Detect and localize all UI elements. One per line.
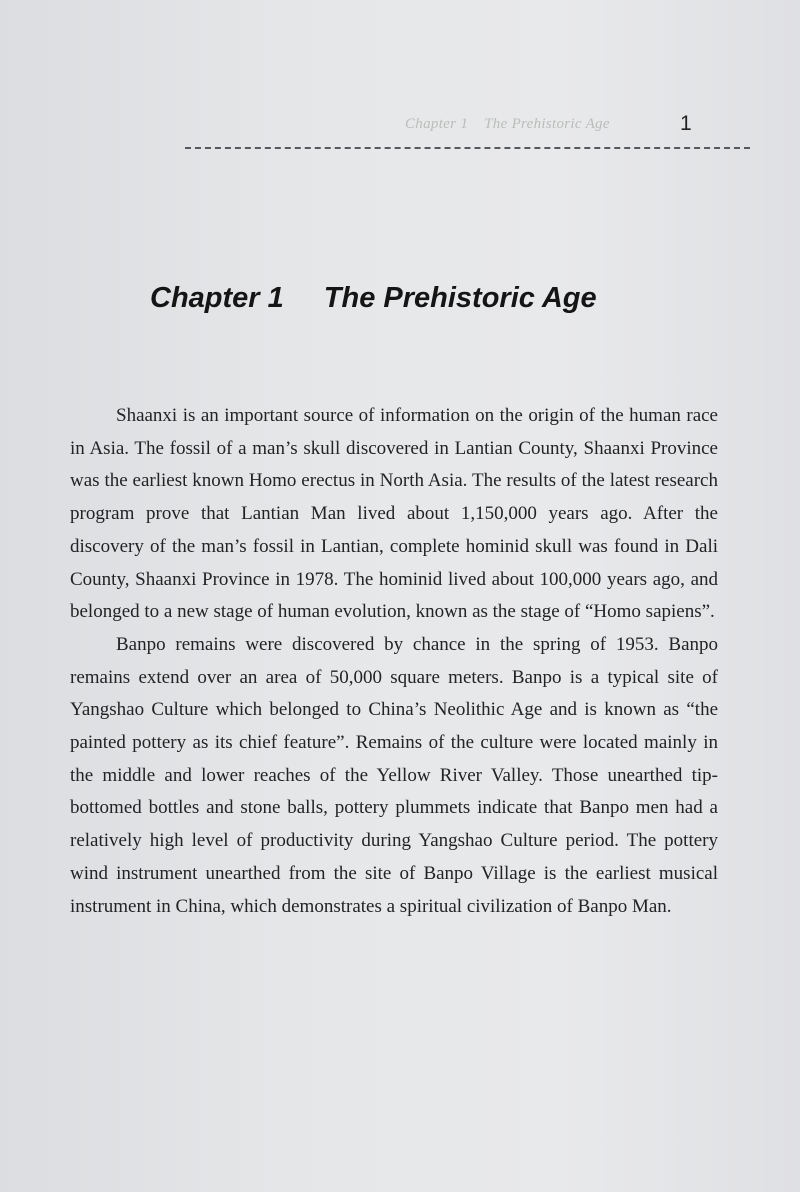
paragraph-banpo: Banpo remains were discovered by chance in the spring of 1953. Banpo remains extend over an area of 50,000 square meters. Banpo is a typical site of Yangshao Culture which belonged to China’s Neolithic Age and is known as “the painted pottery as its chief feature”. Remains of the culture were located mainly in the middle and lower reaches of the Yellow River Valley. Those unearthed tip-bottomed bottles and stone balls, pottery plummets indicate that Banpo men had a relatively high level of productivity during Yangshao Culture period. The pottery wind instrument unearthed from the site of Banpo Village is the earliest musical instrument in China, which demonstrates a spiritual civilization of Banpo Man.: [70, 633, 718, 917]
header-divider: [185, 147, 750, 149]
body-text: [70, 400, 718, 923]
chapter-heading: [150, 282, 597, 315]
running-head-chapter: Chapter 1: [405, 116, 469, 132]
chapter-title: The Prehistoric Age: [323, 282, 597, 314]
running-head: [405, 116, 610, 133]
page-number: 1: [680, 112, 692, 135]
paragraph-lantian: Shaanxi is an important source of information on the origin of the human race in Asia. The fossil of a man’s skull discovered in Lantian County, Shaanxi Province was the earliest known Homo erectus in North Asia. The results of the latest research program prove that Lantian Man lived about 1,150,000 years ago. After the discovery of the man’s fossil in Lantian, complete hominid skull was found in Dali County, Shaanxi Province in 1978. The hominid lived about 100,000 years ago, and belonged to a new stage of human evolution, known as the stage of “Homo sapiens”.: [70, 405, 718, 623]
running-head-title: The Prehistoric Age: [484, 116, 610, 132]
chapter-number: Chapter 1: [150, 282, 284, 314]
